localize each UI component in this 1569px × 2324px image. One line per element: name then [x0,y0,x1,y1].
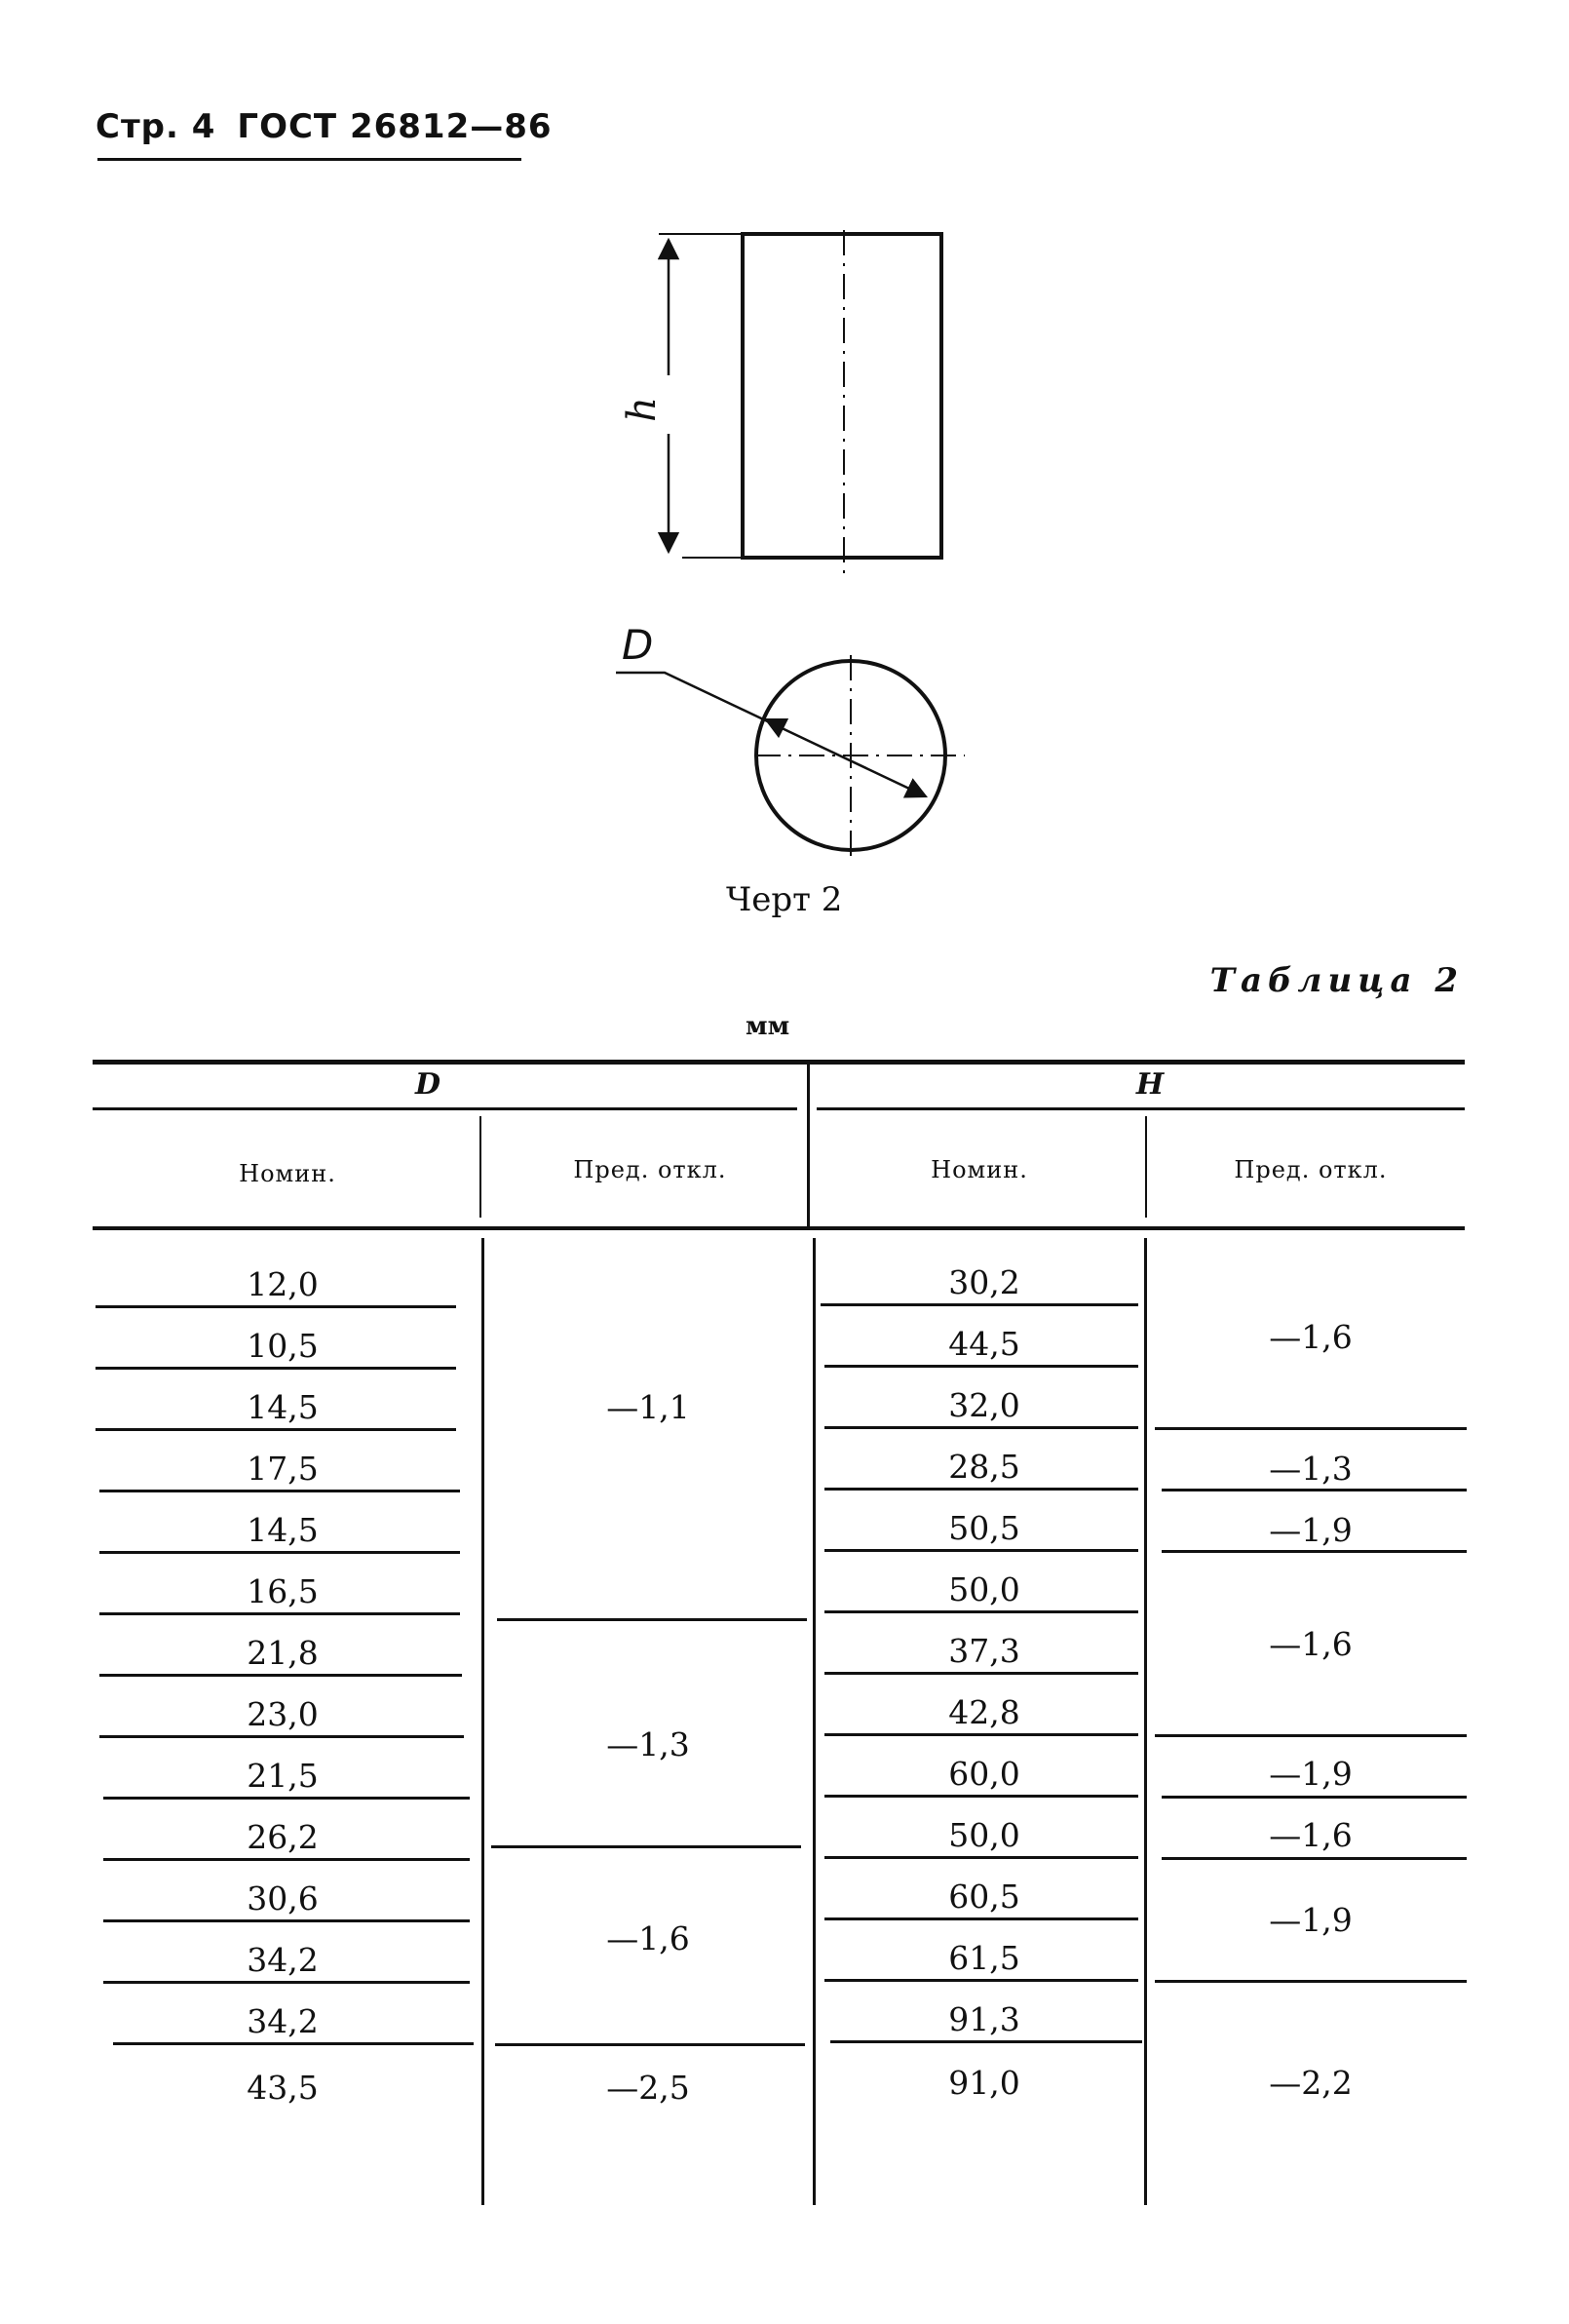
d-row-rule [99,1735,464,1738]
group-rule-h [817,1107,1465,1110]
h-row-rule [824,1795,1138,1798]
height-label: h [620,397,665,422]
h-row-rule [824,1979,1138,1982]
h-row-rule [824,1365,1138,1368]
h-row-rule [824,1733,1138,1736]
h-nominal-cell: 61,5 [948,1939,1020,1977]
h-nominal-cell: 50,0 [948,1570,1020,1608]
height-dimension [620,234,741,558]
h-deviation-cell: —1,9 [1269,1755,1353,1793]
table-top-rule [93,1060,1465,1065]
h-row-rule [824,1856,1138,1859]
d-row-rule [103,1858,470,1861]
figure-caption: Черт 2 [726,880,843,919]
cylinder-top-view [755,655,965,858]
h-row-rule [830,2040,1142,2043]
sub-separator-1 [479,1116,481,1218]
h-row-rule [821,1303,1138,1306]
h-nominal-cell: 42,8 [948,1693,1020,1731]
sub-separator-2 [807,1116,809,1218]
d-nominal-cell: 14,5 [247,1388,319,1426]
technical-drawing [0,0,1569,936]
h-nominal-cell: 91,0 [948,2064,1020,2102]
h-row-rule [824,1672,1138,1675]
header-d: D [414,1067,440,1102]
d-row-rule [99,1674,462,1677]
h-deviation-rule [1162,1857,1467,1860]
h-deviation-cell: —1,9 [1269,1511,1353,1549]
subheader-d-nominal: Номин. [239,1160,336,1187]
h-row-rule [824,1610,1138,1613]
h-deviation-cell: —1,6 [1269,1625,1353,1663]
h-nominal-cell: 60,5 [948,1878,1020,1916]
body-separator-3 [1144,1238,1147,2205]
d-nominal-cell: 14,5 [247,1511,319,1549]
h-deviation-rule [1162,1550,1467,1553]
subheader-h-deviation: Пред. откл. [1234,1156,1388,1183]
subheader-d-deviation: Пред. откл. [573,1156,727,1183]
h-deviation-rule [1162,1796,1467,1799]
group-rule-d [93,1107,797,1110]
h-row-rule [824,1426,1138,1429]
d-row-rule [99,1490,460,1492]
d-nominal-cell: 26,2 [247,1818,319,1856]
h-nominal-cell: 50,0 [948,1816,1020,1854]
table-label: Таблица 2 [1209,961,1464,1000]
header-h: H [1135,1067,1165,1102]
h-deviation-rule [1162,1489,1467,1491]
h-nominal-cell: 60,0 [948,1755,1020,1793]
sub-separator-3 [1145,1116,1147,1218]
d-row-rule [113,2042,474,2045]
d-nominal-cell: 34,2 [247,2002,319,2040]
cylinder-side-view [743,230,941,573]
d-deviation-rule [497,1618,807,1621]
h-nominal-cell: 30,2 [948,1263,1020,1301]
d-nominal-cell: 21,8 [247,1634,319,1672]
h-deviation-cell: —1,9 [1269,1901,1353,1939]
h-deviation-cell: —2,2 [1269,2064,1353,2102]
h-row-rule [824,1917,1138,1920]
d-row-rule [103,1981,470,1984]
h-nominal-cell: 37,3 [948,1632,1020,1670]
h-row-rule [824,1488,1138,1491]
h-deviation-rule [1155,1427,1467,1430]
d-nominal-cell: 10,5 [247,1327,319,1365]
h-nominal-cell: 50,5 [948,1509,1020,1547]
standard-number: ГОСТ 26812—86 [237,107,553,146]
d-row-rule [103,1797,470,1800]
d-deviation-cell: —1,1 [606,1388,690,1426]
h-deviation-cell: —1,3 [1269,1450,1353,1488]
diameter-label: D [622,621,654,669]
h-nominal-cell: 44,5 [948,1325,1020,1363]
h-nominal-cell: 32,0 [948,1386,1020,1424]
d-nominal-cell: 34,2 [247,1941,319,1979]
h-deviation-rule [1155,1980,1467,1983]
subheader-h-nominal: Номин. [931,1156,1028,1183]
d-deviation-cell: —1,3 [606,1725,690,1763]
d-nominal-cell: 23,0 [247,1695,319,1733]
body-separator-2 [813,1238,816,2205]
d-deviation-rule [491,1845,801,1848]
d-nominal-cell: 43,5 [247,2069,319,2107]
body-separator-1 [481,1238,484,2205]
d-nominal-cell: 16,5 [247,1572,319,1610]
header-bottom-rule [93,1226,1465,1230]
d-row-rule [96,1428,456,1431]
h-row-rule [824,1549,1138,1552]
d-row-rule [96,1305,456,1308]
d-deviation-rule [495,2043,805,2046]
d-row-rule [99,1551,460,1554]
h-nominal-cell: 28,5 [948,1448,1020,1486]
d-deviation-cell: —2,5 [606,2069,690,2107]
d-row-rule [103,1919,470,1922]
d-nominal-cell: 12,0 [247,1265,319,1303]
h-deviation-cell: —1,6 [1269,1816,1353,1854]
table-unit: мм [746,1012,790,1041]
h-deviation-cell: —1,6 [1269,1318,1353,1356]
h-nominal-cell: 91,3 [948,2000,1020,2038]
d-row-rule [96,1367,456,1370]
d-deviation-cell: —1,6 [606,1919,690,1957]
page-number: Стр. 4 [96,107,216,146]
h-deviation-rule [1155,1734,1467,1737]
d-nominal-cell: 30,6 [247,1879,319,1917]
d-nominal-cell: 21,5 [247,1757,319,1795]
d-row-rule [99,1612,460,1615]
d-nominal-cell: 17,5 [247,1450,319,1488]
